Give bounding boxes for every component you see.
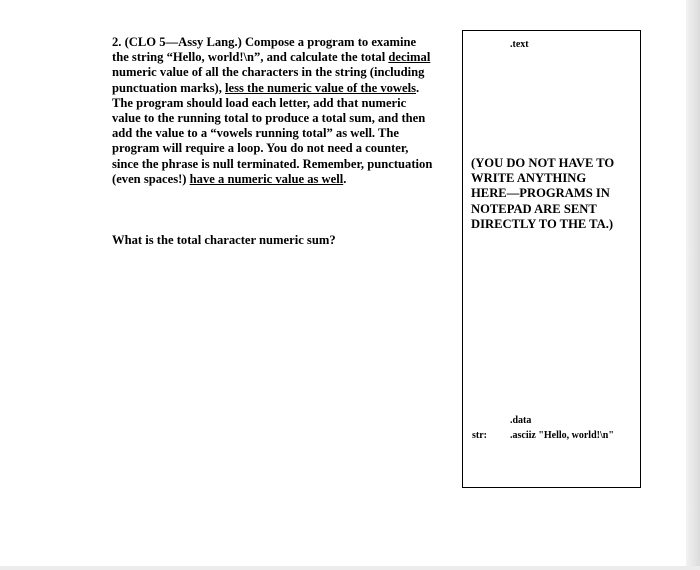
data-directive: .data [510,415,532,426]
question-line-5: The program should load each letter, add that numeric [112,95,407,110]
instruction-note [471,156,614,232]
text-directive: .text [510,39,529,50]
note-line-2: WRITE ANYTHING [471,171,587,186]
underlined-decimal: decimal [388,50,431,65]
note-line-5: DIRECTLY TO THE TA.) [471,216,614,231]
question-text [112,35,462,187]
underlined-numeric-value: have a numeric value as well [189,171,344,186]
question-line-2 [112,50,462,65]
note-line-4: NOTEPAD ARE SENT [471,201,597,216]
question-line-6: value to the running total to produce a total sum, and then [112,111,426,126]
question-line-4 [112,81,462,96]
question-line-9: since the phrase is null terminated. Remember, punctuation [112,156,433,171]
question-line-3: numeric value of all the characters in the string (including [112,65,425,80]
sum-prompt: What is the total character numeric sum? [112,233,336,247]
page-edge [686,0,700,570]
question-line-8: program will require a loop. You do not need a counter, [112,141,409,156]
page-bottom-edge [0,566,700,570]
question-line-10-text: (even spaces!) [112,171,190,186]
note-line-3: HERE—PROGRAMS IN [471,186,610,201]
question-line-7: add the value to a “vowels running total” as well. The [112,126,399,141]
asciiz-declaration: .asciiz "Hello, world!\n" [510,430,614,441]
note-line-1: (YOU DO NOT HAVE TO [471,156,615,170]
question-line-4-text: punctuation marks), [112,80,226,95]
underlined-less-vowels: less the numeric value of the vowels [225,80,416,95]
str-label: str: [472,430,487,441]
question-line-1: 2. (CLO 5—Assy Lang.) Compose a program to examine [112,35,417,49]
question-line-2-text: the string “Hello, world!\n”, and calculate the total [112,50,389,65]
question-line-10-end: . [343,171,347,186]
question-line-4-end: . [416,80,420,95]
question-line-10 [112,172,462,187]
code-answer-box [462,30,641,488]
